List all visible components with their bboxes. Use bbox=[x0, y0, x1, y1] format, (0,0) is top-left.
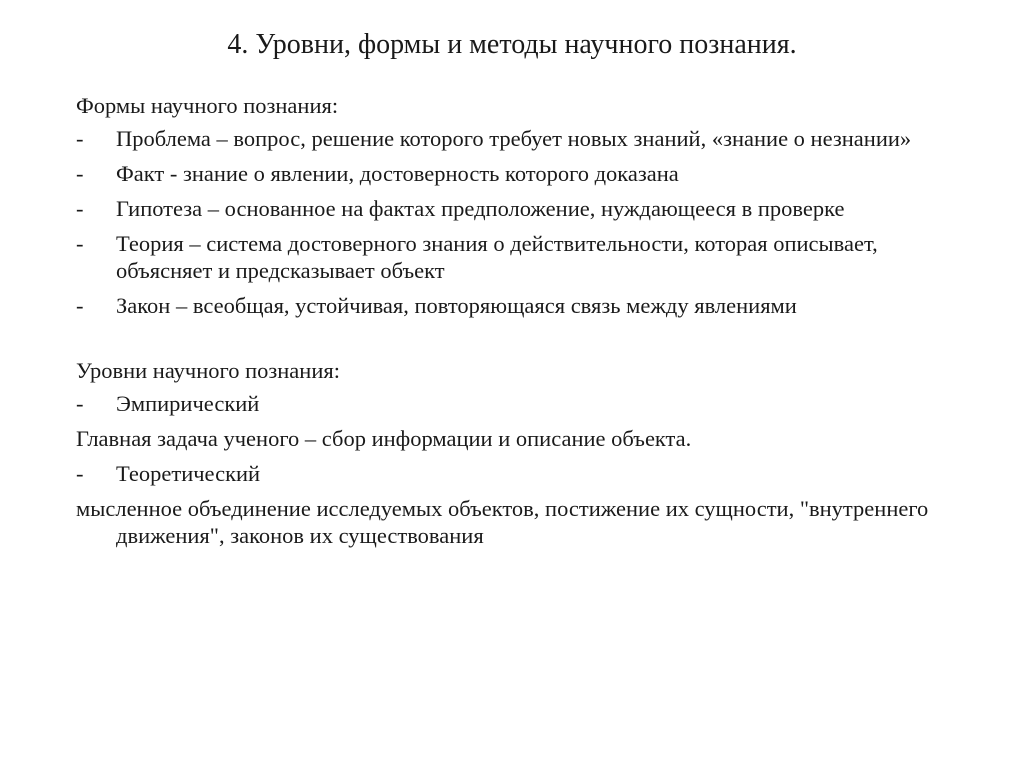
bullet-dash: - bbox=[76, 460, 84, 486]
form-item-text: Факт - знание о явлении, достоверность которого доказана bbox=[116, 160, 679, 186]
bullet-dash: - bbox=[76, 230, 84, 256]
form-item-fact bbox=[76, 160, 976, 188]
form-item-text: Теория – система достоверного знания о действительности, которая описывает, объясняет и предсказывает объект bbox=[116, 230, 878, 283]
slide-body bbox=[76, 92, 976, 557]
levels-heading: Уровни научного познания: bbox=[76, 358, 340, 383]
level-item-empirical bbox=[76, 390, 976, 418]
form-item-text: Закон – всеобщая, устойчивая, повторяющаяся связь между явлениями bbox=[116, 293, 797, 318]
form-item-text: Гипотеза – основанное на фактах предположение, нуждающееся в проверке bbox=[116, 195, 845, 221]
theoretical-description: мысленное объединение исследуемых объектов, постижение их сущности, "внутреннего движения", законов их существования bbox=[76, 495, 929, 548]
form-item-text: Проблема – вопрос, решение которого требует новых знаний, «знание о незнании» bbox=[116, 125, 912, 151]
bullet-dash: - bbox=[76, 293, 84, 318]
form-item-theory bbox=[76, 230, 976, 285]
forms-list bbox=[76, 125, 976, 320]
bullet-dash: - bbox=[76, 195, 84, 221]
section-spacer bbox=[76, 327, 976, 357]
bullet-dash: - bbox=[76, 160, 84, 186]
bullet-dash: - bbox=[76, 125, 84, 151]
form-item-hypothesis bbox=[76, 195, 976, 223]
bullet-dash: - bbox=[76, 390, 84, 416]
empirical-description: Главная задача ученого – сбор информации и описание объекта. bbox=[76, 425, 692, 451]
level-item-label: Эмпирический bbox=[116, 390, 260, 416]
level-item-theoretical bbox=[76, 460, 976, 488]
slide-title: 4. Уровни, формы и методы научного познания. bbox=[227, 29, 797, 60]
form-item-law bbox=[76, 292, 976, 320]
form-item-problem bbox=[76, 125, 976, 153]
level-item-label: Теоретический bbox=[116, 460, 261, 486]
forms-heading: Формы научного познания: bbox=[76, 93, 339, 118]
